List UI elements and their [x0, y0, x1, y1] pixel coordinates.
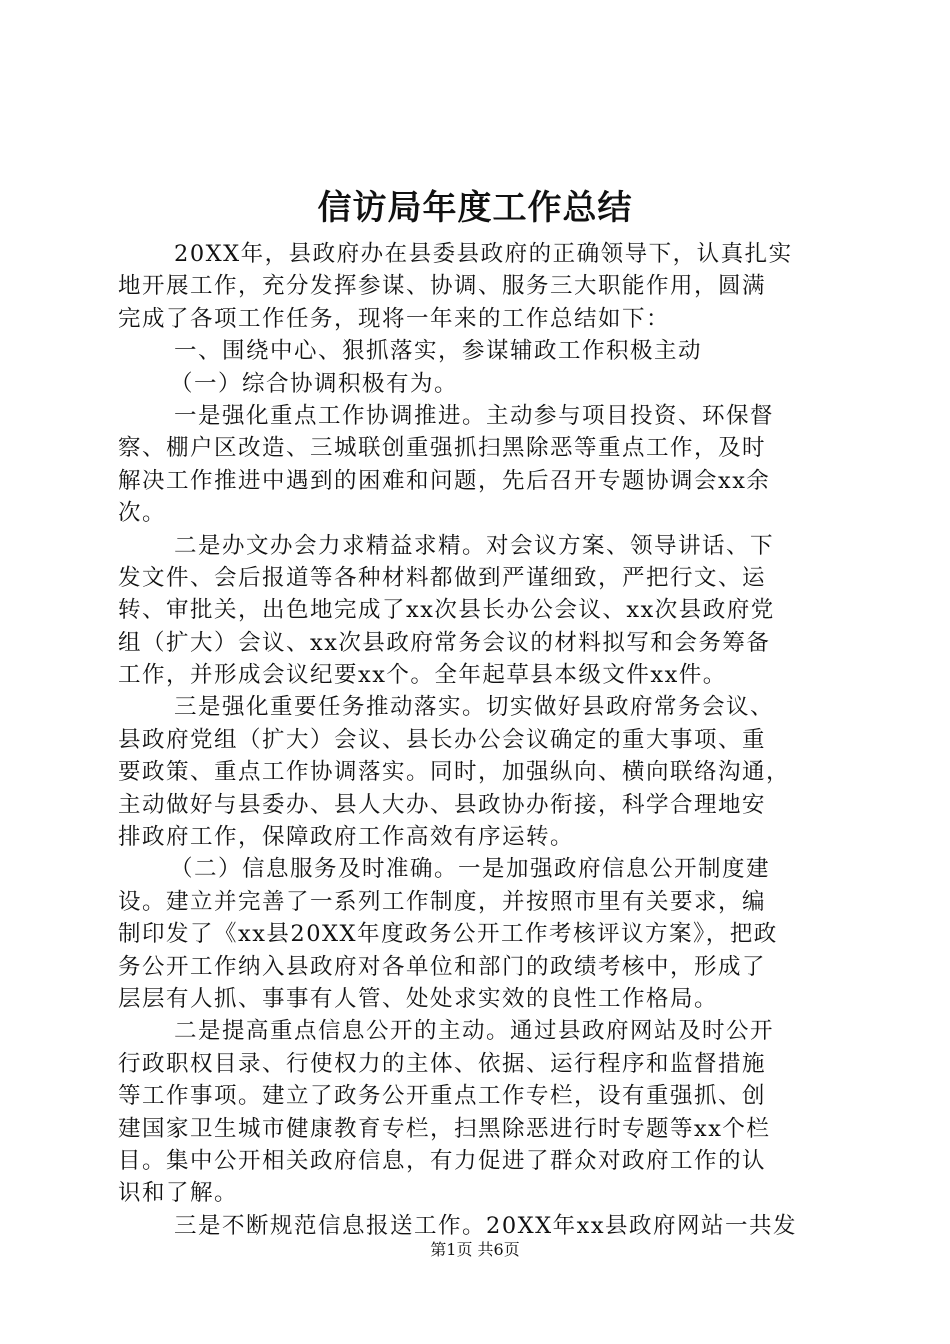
body-line: 务公开工作纳入县政府对各单位和部门的政绩考核中，形成了 — [118, 953, 767, 980]
document-title: 信访局年度工作总结 — [317, 188, 633, 228]
body-line: 排政府工作，保障政府工作高效有序运转。 — [118, 824, 575, 851]
document-body — [118, 238, 838, 1242]
body-line: 完成了各项工作任务，现将一年来的工作总结如下： — [118, 305, 671, 332]
body-line: 设。建立并完善了一系列工作制度，并按照市里有关要求，编 — [118, 888, 767, 915]
section-heading: 一、围绕中心、狠抓落实，参谋辅政工作积极主动 — [174, 338, 703, 365]
body-line: 一是强化重点工作协调推进。主动参与项目投资、环保督 — [174, 402, 775, 429]
body-line: 三是强化重要任务推动落实。切实做好县政府常务会议、 — [174, 694, 775, 721]
body-line: 目。集中公开相关政府信息，有力促进了群众对政府工作的认 — [118, 1147, 767, 1174]
subsection-heading: （一）综合协调积极有为。 — [170, 370, 459, 397]
body-line: 行政职权目录、行使权力的主体、依据、运行程序和监督措施 — [118, 1050, 767, 1077]
body-line: 三是不断规范信息报送工作。20XX年xx县政府网站一共发 — [174, 1212, 798, 1239]
body-line: 主动做好与县委办、县人大办、县政协办衔接，科学合理地安 — [118, 791, 767, 818]
body-line: 地开展工作，充分发挥参谋、协调、服务三大职能作用，圆满 — [118, 273, 767, 300]
body-line: 转、审批关，出色地完成了xx次县长办公会议、xx次县政府党 — [118, 597, 775, 624]
body-line: 组（扩大）会议、xx次县政府常务会议的材料拟写和会务筹备 — [118, 629, 771, 656]
body-line: 建国家卫生城市健康教育专栏，扫黑除恶进行时专题等xx个栏 — [118, 1115, 771, 1142]
body-line: 察、棚户区改造、三城联创重强抓扫黑除恶等重点工作，及时 — [118, 435, 767, 462]
body-line: 要政策、重点工作协调落实。同时，加强纵向、横向联络沟通， — [118, 759, 791, 786]
body-line: 二是提高重点信息公开的主动。通过县政府网站及时公开 — [174, 1018, 775, 1045]
subsection-heading: （二）信息服务及时准确。一是加强政府信息公开制度建 — [170, 856, 771, 883]
body-line: 工作，并形成会议纪要xx个。全年起草县本级文件xx件。 — [118, 662, 727, 689]
body-line: 20XX年，县政府办在县委县政府的正确领导下，认真扎实 — [174, 241, 793, 267]
body-line: 识和了解。 — [118, 1180, 239, 1207]
body-line: 制印发了《xx县20XX年度政务公开工作考核评议方案》，把政 — [118, 921, 778, 948]
page-number: 第1页 共6页 — [430, 1240, 520, 1259]
body-line: 等工作事项。建立了政务公开重点工作专栏，设有重强抓、创 — [118, 1083, 767, 1110]
body-line: 层层有人抓、事事有人管、处处求实效的良性工作格局。 — [118, 985, 719, 1012]
body-line: 县政府党组（扩大）会议、县长办公会议确定的重大事项、重 — [118, 726, 767, 753]
body-line: 解决工作推进中遇到的困难和问题，先后召开专题协调会xx余 — [118, 467, 771, 494]
body-line: 发文件、会后报道等各种材料都做到严谨细致，严把行文、运 — [118, 564, 767, 591]
body-line: 二是办文办会力求精益求精。对会议方案、领导讲话、下 — [174, 532, 775, 559]
body-line: 次。 — [118, 500, 167, 527]
